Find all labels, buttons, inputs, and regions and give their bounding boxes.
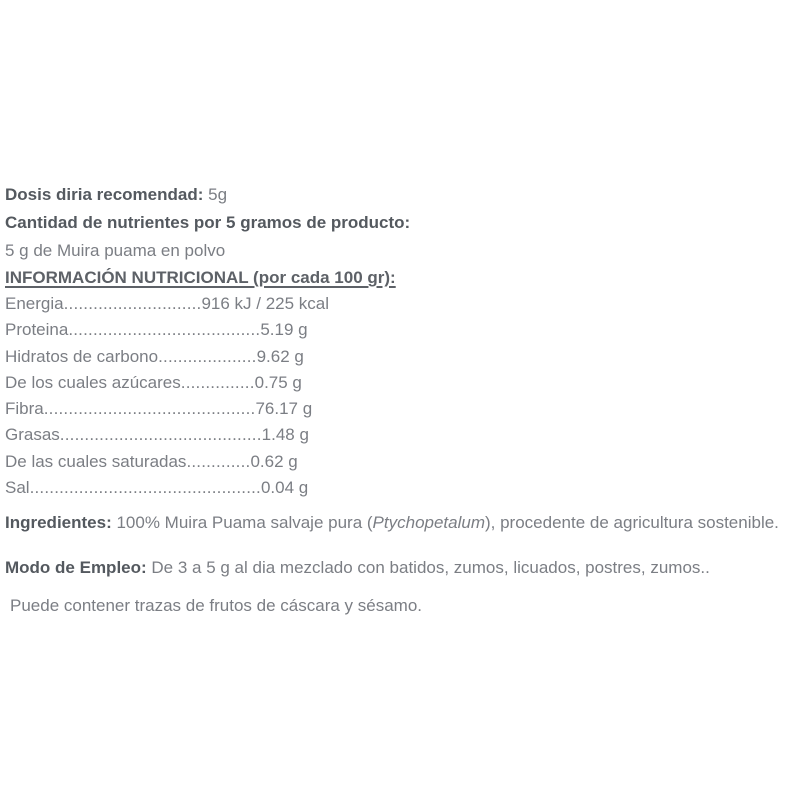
dot-leader: .............	[186, 451, 251, 471]
nutrient-value: 9.62 g	[256, 346, 304, 366]
nutrition-row-protein	[5, 317, 780, 343]
nutrient-label: Proteina	[5, 320, 69, 340]
recommended-dose-label: Dosis diria recomendad:	[5, 185, 204, 204]
nutrient-quantity-detail: 5 g de Muira puama en polvo	[5, 241, 226, 260]
dot-leader: ............................	[63, 294, 202, 313]
nutrition-row-fats	[5, 422, 780, 448]
nutrient-label: Hidratos de carbono	[5, 346, 159, 366]
nutrition-row-fiber	[5, 396, 780, 422]
dot-leader: .......................................	[68, 320, 261, 340]
nutrition-row-carbohydrates	[5, 344, 780, 370]
nutrition-info-title: INFORMACIÓN NUTRICIONAL (por cada 100 gr):	[5, 268, 396, 287]
nutrient-value: 1.48 g	[261, 425, 309, 445]
usage-label: Modo de Empleo:	[5, 558, 147, 578]
nutrition-row-saturated-fats	[5, 449, 780, 475]
nutrient-label: Sal	[5, 478, 30, 498]
ingredients-text-start: 100% Muira Puama salvaje pura (	[111, 513, 373, 533]
nutrition-row-salt	[5, 475, 780, 501]
recommended-dose-line	[5, 181, 780, 209]
nutrient-value: 0.75 g	[254, 372, 302, 392]
nutrient-value: 916 kJ / 225 kcal	[201, 294, 330, 313]
nutrient-value: 0.04 g	[260, 478, 309, 498]
nutrient-value: 5.19 g	[260, 320, 308, 340]
dot-leader: ...............................................	[29, 478, 261, 498]
dot-leader: ...........................................	[43, 399, 256, 419]
nutrient-value: 0.62 g	[250, 451, 298, 471]
ingredients-line	[5, 510, 780, 536]
nutrient-label: De las cuales saturadas	[5, 451, 187, 471]
nutrition-row-sugars	[5, 370, 780, 396]
nutrient-label: Fibra	[5, 399, 44, 419]
dot-leader: ...............	[180, 372, 255, 392]
nutrient-label: Grasas	[5, 425, 60, 445]
nutrient-value: 76.17 g	[255, 399, 313, 419]
usage-line	[5, 555, 780, 581]
allergen-note: Puede contener trazas de frutos de cáscara y sésamo.	[10, 596, 423, 616]
recommended-dose-amount: 5g	[208, 185, 228, 204]
nutrient-label: Energia	[5, 294, 64, 313]
dot-leader: ....................	[158, 346, 257, 366]
nutrition-row-energy	[5, 291, 780, 317]
ingredients-latin-name: Ptychopetalum	[372, 513, 485, 533]
nutrition-label-sheet	[5, 181, 780, 619]
usage-text: De 3 a 5 g al dia mezclado con batidos, zumos, licuados, postres, zumos..	[146, 558, 710, 578]
nutrient-quantity-heading: Cantidad de nutrientes por 5 gramos de producto:	[5, 213, 411, 232]
dot-leader: .........................................	[59, 425, 262, 445]
nutrient-label: De los cuales azúcares	[5, 372, 181, 392]
ingredients-label: Ingredientes:	[5, 513, 112, 533]
ingredients-text-end: ), procedente de agricultura sostenible.	[485, 513, 779, 533]
